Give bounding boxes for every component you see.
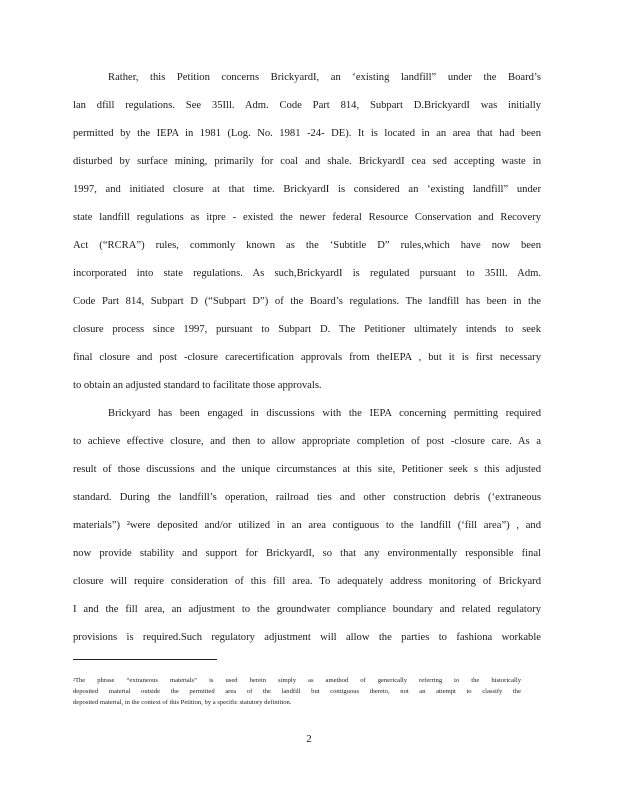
body-line: standard. During the landfill’s operation, railroad ties and other construction debris (‘extraneous — [73, 492, 541, 503]
body-line: final closure and post -closure carecertification approvals from theIEPA , but it is first necessary — [73, 352, 541, 363]
footnote-line: deposited material, in the context of this Petition, by a specific statutory definition. — [73, 699, 292, 706]
body-line: permitted by the IEPA in 1981 (Log. No. 1981 -24- DE). It is located in an area that had been — [73, 128, 541, 139]
page-number: 2 — [306, 733, 312, 745]
body-line: now provide stability and support for BrickyardI, so that any environmentally responsible final — [73, 548, 541, 559]
body-line: closure will require consideration of this fill area. To adequately address monitoring of Brickyard — [73, 576, 541, 587]
body-line: 1997, and initiated closure at that time. BrickyardI is considered an ‘existing landfill” under — [73, 184, 541, 195]
body-line: Code Part 814, Subpart D (“Subpart D”) of the Board’s regulations. The landfill has been in the — [73, 296, 541, 307]
footnote-line: deposited material outside the permitted area of the landfill but contiguous thereto, not an attempt to classify the — [73, 688, 521, 695]
body-line: state landfill regulations as itpre - existed the newer federal Resource Conservation and Recovery — [73, 212, 541, 223]
body-line: lan dfill regulations. See 35Ill. Adm. Code Part 814, Subpart D.BrickyardI was initially — [73, 100, 541, 111]
body-line: materials”) ²were deposited and/or utilized in an area contiguous to the landfill (‘fill area”) , and — [73, 520, 541, 531]
footnote-divider — [73, 659, 217, 660]
body-line: provisions is required.Such regulatory adjustment will allow the parties to fashiona workable — [73, 632, 541, 643]
body-line: I and the fill area, an adjustment to the groundwater compliance boundary and related regulatory — [73, 604, 541, 615]
body-line: disturbed by surface mining, primarily for coal and shale. BrickyardI cea sed accepting waste in — [73, 156, 541, 167]
body-line: to obtain an adjusted standard to facilitate those approvals. — [73, 380, 322, 391]
body-line: result of those discussions and the unique circumstances at this site, Petitioner seek s this adjusted — [73, 464, 541, 475]
body-line: incorporated into state regulations. As such,BrickyardI is regulated pursuant to 35Ill. Adm. — [73, 268, 541, 279]
body-line: closure process since 1997, pursuant to Subpart D. The Petitioner ultimately intends to seek — [73, 324, 541, 335]
body-line: Rather, this Petition concerns BrickyardI, an ‘existing landfill” under the Board’s — [108, 72, 541, 83]
body-line: Act (“RCRA”) rules, commonly known as the ‘Subtitle D” rules,which have now been — [73, 240, 541, 251]
body-line: Brickyard has been engaged in discussions with the IEPA concerning permitting required — [108, 408, 541, 419]
footnote-line: ²The phrase “extraneous materials” is used herein simply as amethod of generically referring to the historically — [73, 677, 521, 684]
body-line: to achieve effective closure, and then to allow appropriate completion of post -closure care. As a — [73, 436, 541, 447]
